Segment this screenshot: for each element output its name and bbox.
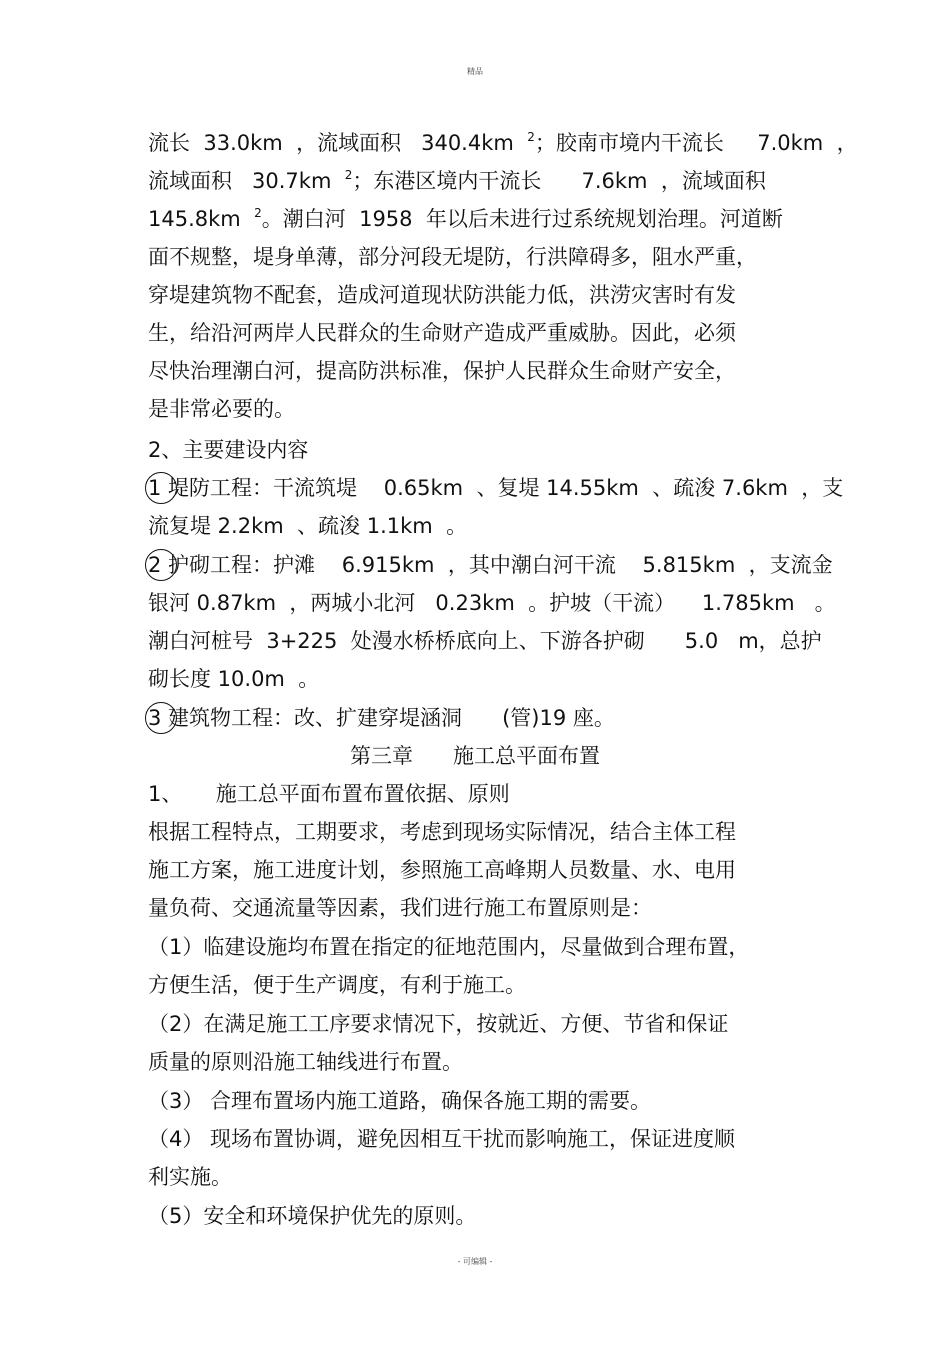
list-item: （1）临建设施均布置在指定的征地范围内，尽量做到合理布置， [148, 935, 750, 959]
section-heading: 2、主要建设内容 [148, 438, 309, 462]
paragraph-line: 尽快治理潮白河，提高防洪标准，保护人民群众生命财产安全， [148, 359, 736, 383]
superscript: 2 [254, 206, 262, 220]
paragraph-line: 量负荷、交通流量等因素，我们进行施工布置原则是： [148, 896, 652, 920]
section-heading: 1、 施工总平面布置布置依据、原则 [148, 782, 510, 806]
list-item: 3 建筑物工程：改、扩建穿堤涵洞 (管)19 座。 [148, 706, 615, 730]
paragraph-line: 根据工程特点，工期要求，考虑到现场实际情况，结合主体工程 [148, 820, 736, 844]
paragraph-line: 砌长度 10.0m 。 [148, 667, 320, 691]
paragraph-line: 利实施。 [148, 1165, 232, 1189]
paragraph-line: 流复堤 2.2km 、疏浚 1.1km 。 [148, 514, 468, 538]
list-item: 2 护砌工程：护滩 6.915km ，其中潮白河干流 5.815km ，支流金 [148, 553, 833, 577]
superscript: 2 [527, 130, 535, 144]
list-item: （3） 合理布置场内施工道路，确保各施工期的需要。 [148, 1089, 652, 1113]
paragraph-line: 穿堤建筑物不配套，造成河道现状防洪能力低，洪涝灾害时有发 [148, 283, 736, 307]
list-item: （5）安全和环境保护优先的原则。 [148, 1204, 477, 1228]
paragraph-line: 是非常必要的。 [148, 397, 295, 421]
circled-number: 1 [148, 476, 162, 500]
paragraph-line: 生，给沿河两岸人民群众的生命财产造成严重威胁。因此，必须 [148, 321, 736, 345]
paragraph-line: 方便生活，便于生产调度，有利于施工。 [148, 973, 526, 997]
list-item: 1 堤防工程：干流筑堤 0.65km 、复堤 14.55km 、疏浚 7.6km ，支 [148, 476, 844, 500]
paragraph-line: 145.8km $^2$。潮白河 1958 年以后未进行过系统规划治理。河道断 [148, 206, 783, 231]
paragraph-line: 施工方案，施工进度计划，参照施工高峰期人员数量、水、电用 [148, 858, 736, 882]
paragraph-line: 面不规整，堤身单薄，部分河段无堤防，行洪障碍多，阻水严重， [148, 245, 757, 269]
circled-number: 3 [148, 706, 162, 730]
paragraph-line: 银河 0.87km ，两城小北河 0.23km 。护坡（干流） 1.785km 。 [148, 591, 836, 615]
paragraph-line: 质量的原则沿施工轴线进行布置。 [148, 1050, 463, 1074]
circled-number: 2 [148, 553, 162, 577]
superscript: 2 [344, 168, 353, 182]
list-item: （2）在满足施工工序要求情况下，按就近、方便、节省和保证 [148, 1012, 729, 1036]
paragraph-line: 流域面积 30.7km $^2$；东港区境内干流长 7.6km ，流域面积 [148, 168, 766, 193]
paragraph-line: 流长 33.0km ，流域面积 340.4km $^2$；胶南市境内干流长 7.0km ， [148, 130, 858, 155]
page-header: 精品 [467, 67, 483, 76]
list-item: （4） 现场布置协调，避免因相互干扰而影响施工，保证进度顺 [148, 1127, 736, 1151]
chapter-title: 第三章 施工总平面布置 [349, 744, 601, 768]
paragraph-line: 潮白河桩号 3+225 处漫水桥桥底向上、下游各护砌 5.0 m，总护 [148, 629, 822, 653]
page-footer: - 可编辑 - [457, 1257, 493, 1266]
